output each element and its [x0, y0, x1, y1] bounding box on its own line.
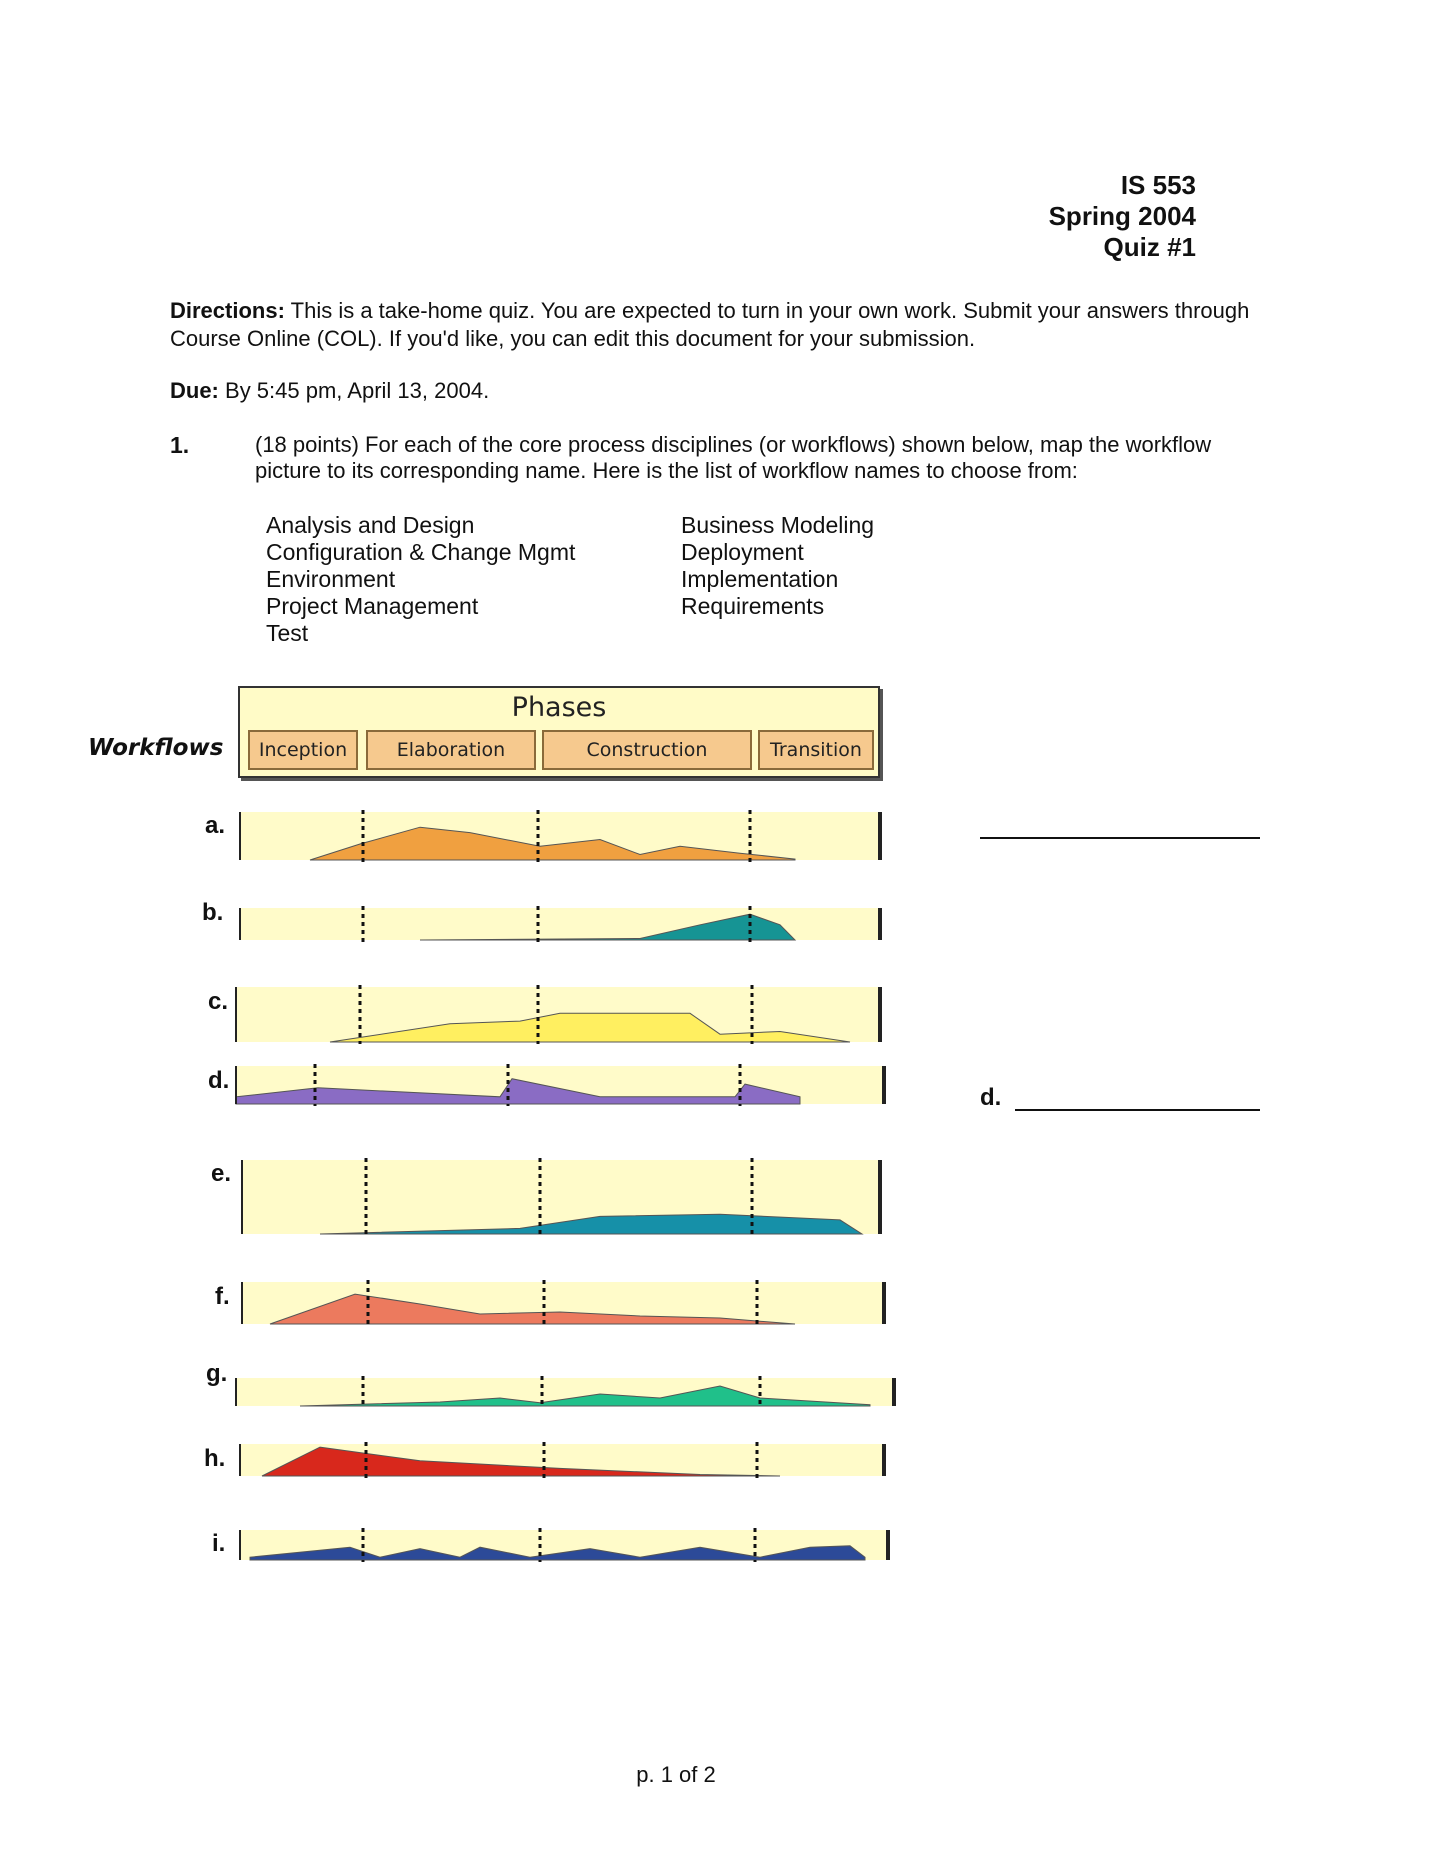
option-item: Environment: [266, 566, 396, 592]
option-item: Deployment: [681, 539, 804, 565]
option-item: Analysis and Design: [266, 512, 475, 538]
course-code: IS 553: [1120, 170, 1196, 200]
phase-transition: Transition: [758, 730, 874, 770]
directions-label: Directions:: [170, 298, 285, 323]
page-number: p. 1 of 2: [636, 1762, 716, 1787]
row-letter-e: e.: [211, 1160, 232, 1187]
workflow-row-f: [242, 1280, 884, 1326]
option-item: Business Modeling: [681, 512, 875, 538]
workflow-row-i: [240, 1528, 888, 1562]
row-letter-f: f.: [215, 1283, 230, 1310]
workflow-row-c: [236, 985, 880, 1044]
workflow-row-d: [236, 1064, 884, 1106]
due-text: By 5:45 pm, April 13, 2004.: [225, 378, 490, 403]
row-letter-b: b.: [202, 899, 224, 926]
phase-construction: Construction: [542, 730, 752, 770]
answer-blank-d[interactable]: [1015, 1108, 1260, 1111]
row-letter-d: d.: [208, 1067, 230, 1094]
row-letter-g: g.: [206, 1360, 228, 1387]
option-item: Configuration & Change Mgmt: [266, 539, 576, 565]
option-item: Project Management: [266, 593, 479, 619]
quiz-title: Quiz #1: [1103, 232, 1196, 262]
question-text: (18 points) For each of the core process disciplines (or workflows) shown below, map the workflow picture to its corresponding name. Here is the list of workflow names to choose from:: [255, 432, 1212, 483]
course-term: Spring 2004: [1048, 201, 1196, 231]
option-item: Requirements: [681, 593, 825, 619]
workflows-label: Workflows: [88, 735, 224, 761]
option-item: Test: [266, 620, 309, 646]
phase-elaboration: Elaboration: [366, 730, 536, 770]
workflow-row-a: [240, 810, 880, 862]
option-item: Implementation: [681, 566, 839, 592]
question-number: 1.: [170, 432, 190, 458]
phase-inception: Inception: [248, 730, 358, 770]
row-letter-a: a.: [205, 812, 226, 839]
answer-blank-a[interactable]: [980, 836, 1260, 839]
phases-title: Phases: [511, 692, 607, 723]
workflow-row-b: [240, 906, 880, 942]
directions-text: This is a take-home quiz. You are expected to turn in your own work. Submit your answers through Course Online (COL). If you'd like, you can edit this document for your submission.: [170, 298, 1250, 351]
workflow-row-g: [236, 1376, 894, 1408]
answer-label-d: d.: [980, 1084, 1002, 1111]
row-letter-h: h.: [204, 1445, 226, 1472]
row-letter-i: i.: [212, 1530, 226, 1557]
row-letter-c: c.: [208, 988, 229, 1015]
due-label: Due:: [170, 378, 219, 403]
workflow-row-h: [240, 1442, 884, 1478]
workflow-row-e: [242, 1158, 880, 1236]
